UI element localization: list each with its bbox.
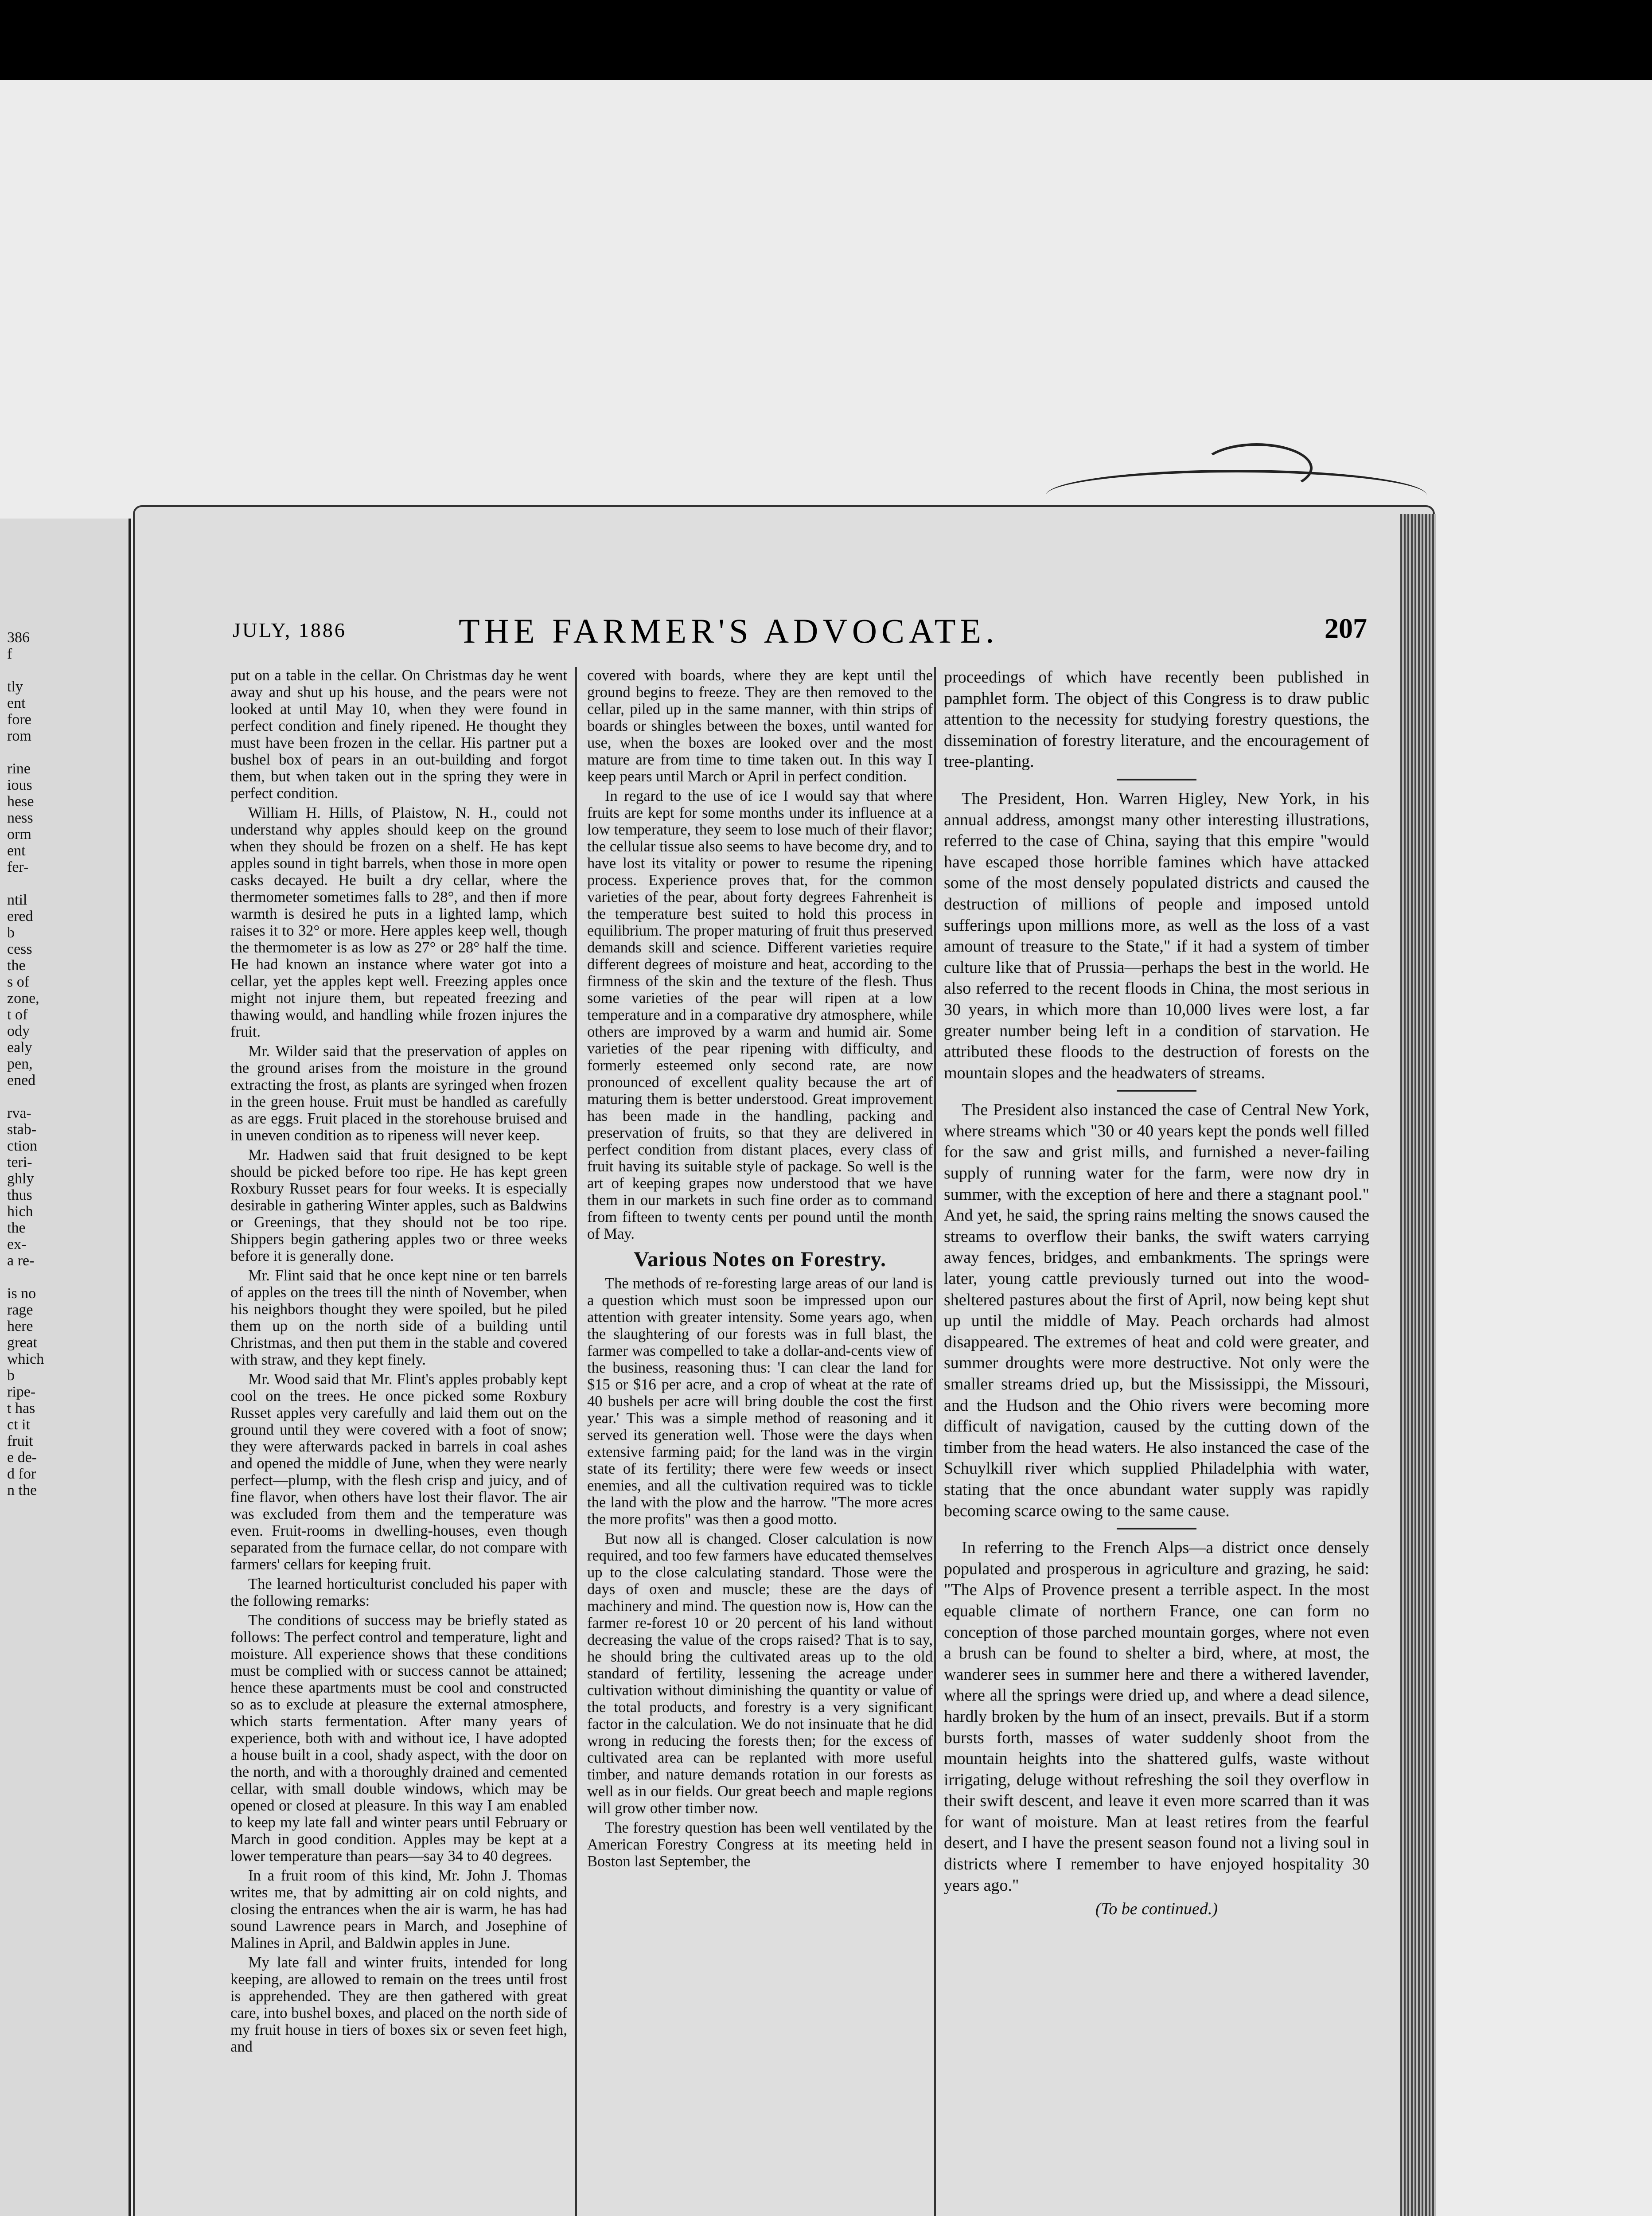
paragraph: The methods of re-foresting large areas of our land is a question which must soon be impressed upon our attention with greater intensity. Some years ago, when the slaughtering of our forests was in full blast, the farmer was compelled to take a dollar-and-cents view of the business, reasoning thus: 'I can clear the land for $15 or $16 per acre, and a crop of wheat at the rate of 40 bushels per acre will bring double the cost the first year.' This was a simple method of reasoning and it served its generation well. Those were the days when extensive farming paid; for the land was in the virgin state of its fertility; there were few weeds or insect enemies, and all the cultivation required was to tickle the land with the plow and the harrow. "The more acres the more profits" was then a good motto. (587, 1275, 933, 1528)
paragraph: But now all is changed. Closer calculation is now required, and too few farmers have educated themselves up to the close calculating standard. Those were the days of oxen and muscle; these are the days of machinery and mind. The question now is, How can the farmer re-forest 10 or 20 percent of his land without decreasing the value of the crops raised? That is to say, he should bring the cultivated areas up to the old standard of fertility, lessening the acreage under cultivation without diminishing the quantity or value of the total products, and forestry is a very significant factor in the calculation. We do not insinuate that he did wrong in reducing the forests then; for the excess of cultivated area can be replanted with more useful timber, and nature demands rotation in our forests as well as in our fields. Our great beech and maple regions will grow other timber now. (587, 1530, 933, 1817)
paragraph: In regard to the use of ice I would say that where fruits are kept for some months under its influence at a low temperature, they seem to lose much of their flavor; the cellular tissue also seems to have become dry, and to have lost its vitality or power to resume the ripening process. Experience proves that, for the common varieties of the pear, about forty degrees Fahrenheit is the temperature best suited to hold this process in equilibrium. The proper maturing of fruit thus preserved demands skill and science. Different varieties require different degrees of moisture and heat, according to the firmness of the skin and the texture of the flesh. Thus some varieties of the pear will ripen at a low temperature and in a comparative dry atmosphere, while others are improved by a warm and humid air. Some varieties of the pear ripening with difficulty, and formerly esteemed only second rate, are now pronounced of excellent quality because the art of maturing them is better understood. Great improvement has been made in the handling, packing and preservation of fruits, so that they are delivered in perfect condition from distant places, every class of fruit having its suitable style of package. So well is the art of keeping grapes now understood that we have them in our markets in such fine order as to command from fifteen to twenty cents per pound until the month of May. (587, 788, 933, 1242)
paragraph: The learned horticulturist concluded his paper with the following remarks: (230, 1576, 567, 1609)
paragraph: put on a table in the cellar. On Christmas day he went away and shut up his house, and the pears were not looked at until May 10, when they were found in perfect condition and finely ripened. He thought they must have been frozen in the cellar. His partner put a bushel box of pears in an out-building and forgot them, but when taken out in the spring they were in perfect condition. (230, 667, 567, 802)
section-heading: Various Notes on Forestry. (634, 1248, 886, 1271)
left-page-fragment (0, 519, 131, 2216)
divider (1117, 779, 1196, 780)
issue-date: JULY, 1886 (233, 619, 347, 641)
page-number: 207 (1325, 613, 1367, 644)
page-header (233, 614, 1367, 649)
column-3 (944, 667, 1369, 1920)
masthead-title: THE FARMER'S ADVOCATE. (459, 612, 999, 650)
continued-note: (To be continued.) (1095, 1900, 1218, 1919)
divider (1117, 1528, 1196, 1529)
left-page-text: 386 f tly ent fore rom rine ious hese ness orm ent fer- ntil ered b cess the s of zone, t of ody ealy pen, ened rva- stab- ction teri- ghly thus hich the ex- a re- is no rage here great which b ripe- t has ct it fruit e de- d for n the (7, 629, 44, 1498)
paragraph: Mr. Hadwen said that fruit designed to be kept should be picked before too ripe. He has kept green Roxbury Russet pears for four weeks. It is especially desirable in gathering Winter apples, such as Baldwins or Greenings, that they should not be too ripe. Shippers begin gathering apples two or three weeks before it is generally done. (230, 1147, 567, 1264)
paragraph: proceedings of which have recently been published in pamphlet form. The object of this Congress is to draw public attention to the necessity for studying forestry questions, the dissemination of forestry literature, and the encouragement of tree-planting. (944, 668, 1369, 771)
paragraph: In a fruit room of this kind, Mr. John J. Thomas writes me, that by admitting air on cold nights, and closing the entrances when the air is warm, he has had sound Lawrence pears in March, and Josephine of Malines in April, and Baldwin apples in June. (230, 1867, 567, 1951)
paragraph: The conditions of success may be briefly stated as follows: The perfect control and temperature, light and moisture. All experience shows that these conditions must be complied with or success cannot be attained; hence these apartments must be cool and constructed so as to exclude at pleasure the external atmosphere, which starts fermentation. After many years of experience, both with and without ice, I have adopted a house built in a cool, shady aspect, with the door on the north, and with a thoroughly drained and cemented cellar, with small double windows, which may be opened or closed at pleasure. In this way I am enabled to keep my late fall and winter pears until February or March in good condition. Apples may be kept at a lower temperature than pears—say 34 to 40 degrees. (230, 1612, 567, 1865)
column-1 (230, 667, 567, 2058)
column-rule-1 (575, 667, 577, 2216)
paragraph: Mr. Wilder said that the preservation of apples on the ground arises from the moisture in the ground extracting the frost, as plants are syringed when frozen in the green house. Fruit must be handled as carefully as are eggs. Fruit placed in the storehouse bruised and in uneven condition as to ripeness will never keep. (230, 1043, 567, 1144)
paragraph: The forestry question has been well ventilated by the American Forestry Congress at its meeting held in Boston last September, the (587, 1819, 933, 1870)
paragraph: Mr. Flint said that he once kept nine or ten barrels of apples on the trees till the ninth of November, when his neighbors thought they were spoiled, but he piled them up on the north side of a building until Christmas, and then put them in the stable and covered with straw, and they kept finely. (230, 1267, 567, 1368)
paragraph: covered with boards, where they are kept until the ground begins to freeze. They are then removed to the cellar, piled up in the same manner, with thin strips of boards or shingles between the boxes, until wanted for use, when the boxes are looked over and the most mature are from time to time taken out. In this way I keep pears until March or April in perfect condition. (587, 667, 933, 785)
paragraph: My late fall and winter fruits, intended for long keeping, are allowed to remain on the trees until frost is apprehended. They are then gathered with great care, into bushel boxes, and placed on the north side of my fruit house in tiers of boxes six or seven feet high, and (230, 1954, 567, 2055)
column-2 (587, 667, 933, 1873)
paragraph: Mr. Wood said that Mr. Flint's apples probably kept cool on the trees. He once picked some Roxbury Russet apples very carefully and laid them out on the ground until they were covered with a foot of snow; they were afterwards packed in barrels in coal ashes and opened the middle of June, when they were nearly perfect—plump, with the flesh crisp and juicy, and of fine flavor, when others have lost their flavor. The air was excluded from them and the temperature was even. Fruit-rooms in dwelling-houses, even though separated from the furnace cellar, do not compare with farmers' cellars for keeping fruit. (230, 1371, 567, 1573)
paragraph: William H. Hills, of Plaistow, N. H., could not understand why apples should keep on the ground when they should be frozen on a shelf. He has kept apples sound in tight barrels, when those in more open casks decayed. He built a dry cellar, where the thermometer sometimes falls to 28°, and then if more warmth is desired he puts in a lighted lamp, which raises it to 32° or more. Here apples keep well, though the thermometer is as low as 27° or 28° half the time. He had known an instance where water got into a cellar, yet the apples kept well. Freezing apples once might not injure them, but repeated freezing and thawing would, and handling while frozen injures the fruit. (230, 804, 567, 1040)
page-edge-strip (1400, 514, 1436, 2216)
paragraph: The President also instanced the case of Central New York, where streams which "30 or 40 years kept the ponds well filled for the saw and grist mills, and furnished a never-failing supply of running water for the farm, were now dry in summer, with the exception of here and there a stagnant pool." And yet, he said, the spring rains melting the snows caused the streams to overflow their banks, the swift waters carrying away fences, bridges, and embankments. The springs were later, young cattle previously turned out into the wood-sheltered pastures about the first of April, now being kept shut up until the middle of May. Peach orchards had almost disappeared. The extremes of heat and cold were greater, and summer droughts were more destructive. Not only were the smaller streams dried up, but the Mississippi, the Missouri, and the Hudson and the Ohio rivers were becoming more difficult of navigation, caused by the cutting down of the timber from the head waters. He also instanced the case of the Schuylkill river which supplied Philadelphia with water, stating that the once abundant water supply was rapidly becoming scarce owing to the same cause. (944, 1100, 1369, 1520)
paragraph: In referring to the French Alps—a district once densely populated and prosperous in agriculture and grazing, he said: "The Alps of Provence present a terrible aspect. In the most equable climate of northern France, one can form no conception of those parched mountain gorges, where not even a brush can be found to shelter a bird, where, at most, the wanderer sees in summer here and there a withered lavender, where all the springs were dried up, and where a dead silence, hardly broken by the hum of an insect, prevails. But if a storm bursts forth, masses of water suddenly shoot from the mountain heights into the shattered gulfs, waste without irrigating, deluge without refreshing the soil they overflow in their swift descent, and leave it even more scarred than it was for want of moisture. Man at least retires from the fearful desert, and I have the present season found not a living soul in districts where I remember to have enjoyed hospitality 30 years ago." (944, 1538, 1369, 1895)
paragraph: The President, Hon. Warren Higley, New York, in his annual address, amongst many other interesting illustrations, referred to the case of China, saying that this empire "would have escaped those horrible famines which have attacked some of the most densely populated districts and caused the destruction of millions of people and imposed untold sufferings upon millions more, as well as the loss of a vast amount of treasure to the State," if it had a system of timber culture like that of Prussia—perhaps the best in the world. He also referred to the recent floods in China, the most serious in 30 years, in which more than 10,000 lives were lost, a far greater number being left in a condition of starvation. He attributed these floods to the destruction of forests on the mountain slopes and the headwaters of streams. (944, 789, 1369, 1082)
divider (1117, 1090, 1196, 1092)
column-rule-2 (934, 667, 936, 2216)
scan-scuff-mark (1201, 443, 1313, 493)
